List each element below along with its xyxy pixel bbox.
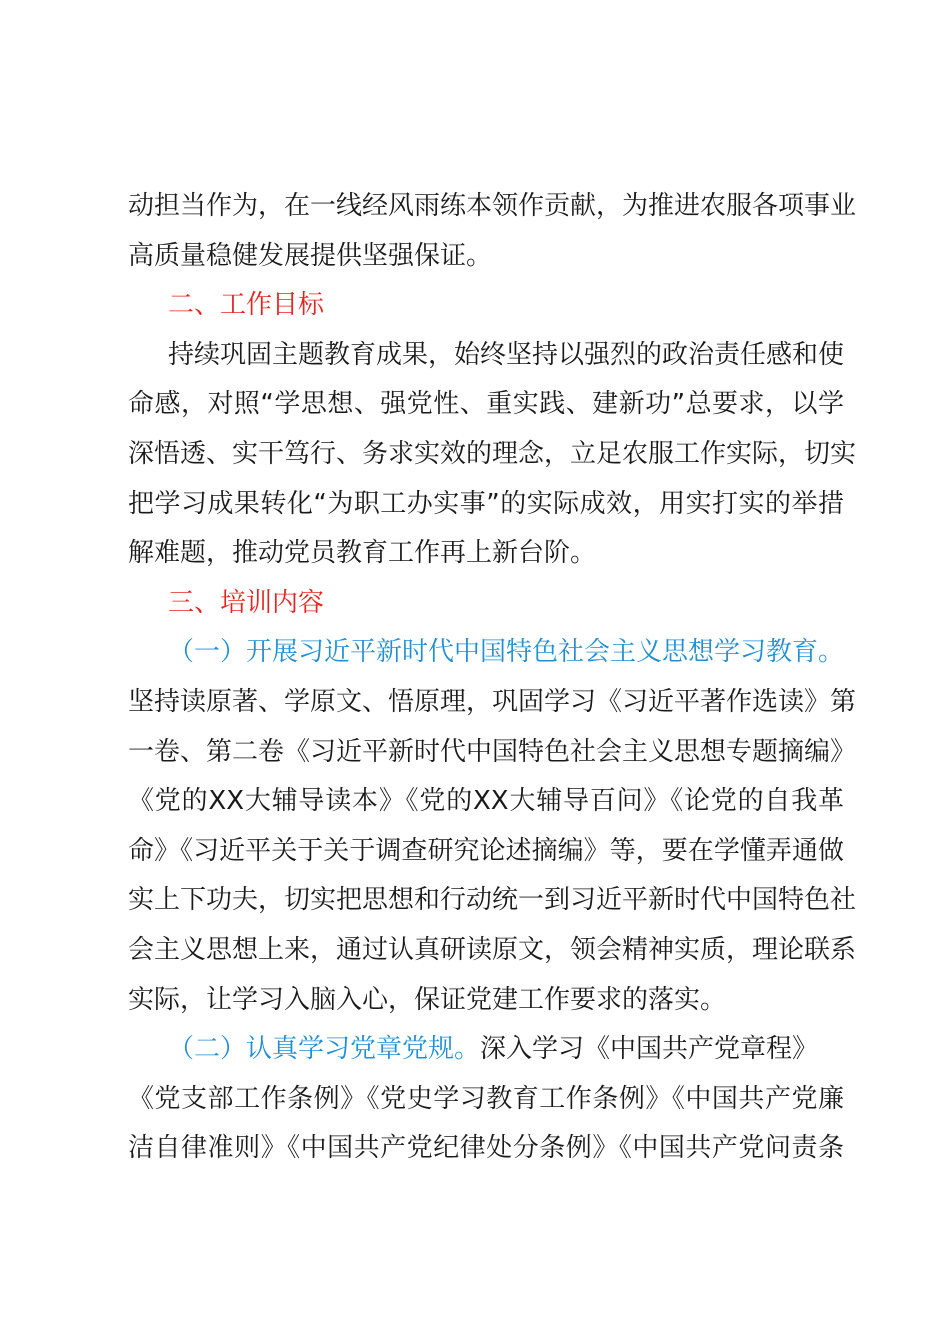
paragraph-line: 《党的XX大辅导读本》《党的XX大辅导百问》《论党的自我革 bbox=[128, 786, 844, 817]
item-title: （一）开展习近平新时代中国特色社会主义思想学习教育。 bbox=[168, 637, 845, 668]
paragraph-line: 实上下功夫，切实把思想和行动统一到习近平新时代中国特色社 bbox=[128, 885, 857, 916]
paragraph-line: 命感，对照“学思想、强党性、重实践、建新功”总要求，以学 bbox=[128, 389, 844, 420]
paragraph-line: 实际，让学习入脑入心，保证党建工作要求的落实。 bbox=[128, 984, 727, 1015]
item-text: 深入学习《中国共产党章程》 bbox=[480, 1034, 819, 1065]
paragraph-line: 命》《习近平关于关于调查研究论述摘编》等，要在学懂弄通做 bbox=[128, 835, 844, 866]
intro-paragraph bbox=[128, 182, 857, 281]
work-goals-paragraph bbox=[128, 331, 857, 579]
paragraph-line: 持续巩固主题教育成果，始终坚持以强烈的政治责任感和使 bbox=[168, 339, 845, 370]
item-first-line bbox=[128, 1025, 844, 1075]
document-body bbox=[128, 182, 857, 1174]
training-item-2 bbox=[128, 1025, 844, 1174]
paragraph-line: 把学习成果转化“为职工办实事”的实际成效，用实打实的举措 bbox=[128, 488, 844, 519]
item-title: （二）认真学习党章党规。 bbox=[168, 1034, 481, 1065]
paragraph-line: 深悟透、实干笃行、务求实效的理念，立足农服工作实际，切实 bbox=[128, 438, 857, 469]
section-heading-work-goals: 二、工作目标 bbox=[168, 290, 325, 321]
paragraph-line: 高质量稳健发展提供坚强保证。 bbox=[128, 240, 493, 271]
paragraph-line: 坚持读原著、学原文、悟原理，巩固学习《习近平著作选读》第 bbox=[128, 686, 857, 717]
paragraph-line: 《党支部工作条例》《党史学习教育工作条例》《中国共产党廉 bbox=[128, 1083, 844, 1114]
section-heading-training-content: 三、培训内容 bbox=[168, 587, 325, 618]
paragraph-line: 洁自律准则》《中国共产党纪律处分条例》《中国共产党问责条 bbox=[128, 1133, 844, 1164]
paragraph-line: 动担当作为，在一线经风雨练本领作贡献，为推进农服各项事业 bbox=[128, 191, 857, 221]
training-item-1 bbox=[128, 628, 857, 1025]
paragraph-line: 会主义思想上来，通过认真研读原文，领会精神实质，理论联系 bbox=[128, 934, 857, 965]
paragraph-line: 解难题，推动党员教育工作再上新台阶。 bbox=[128, 538, 597, 569]
paragraph-line: 一卷、第二卷《习近平新时代中国特色社会主义思想专题摘编》 bbox=[128, 736, 857, 767]
